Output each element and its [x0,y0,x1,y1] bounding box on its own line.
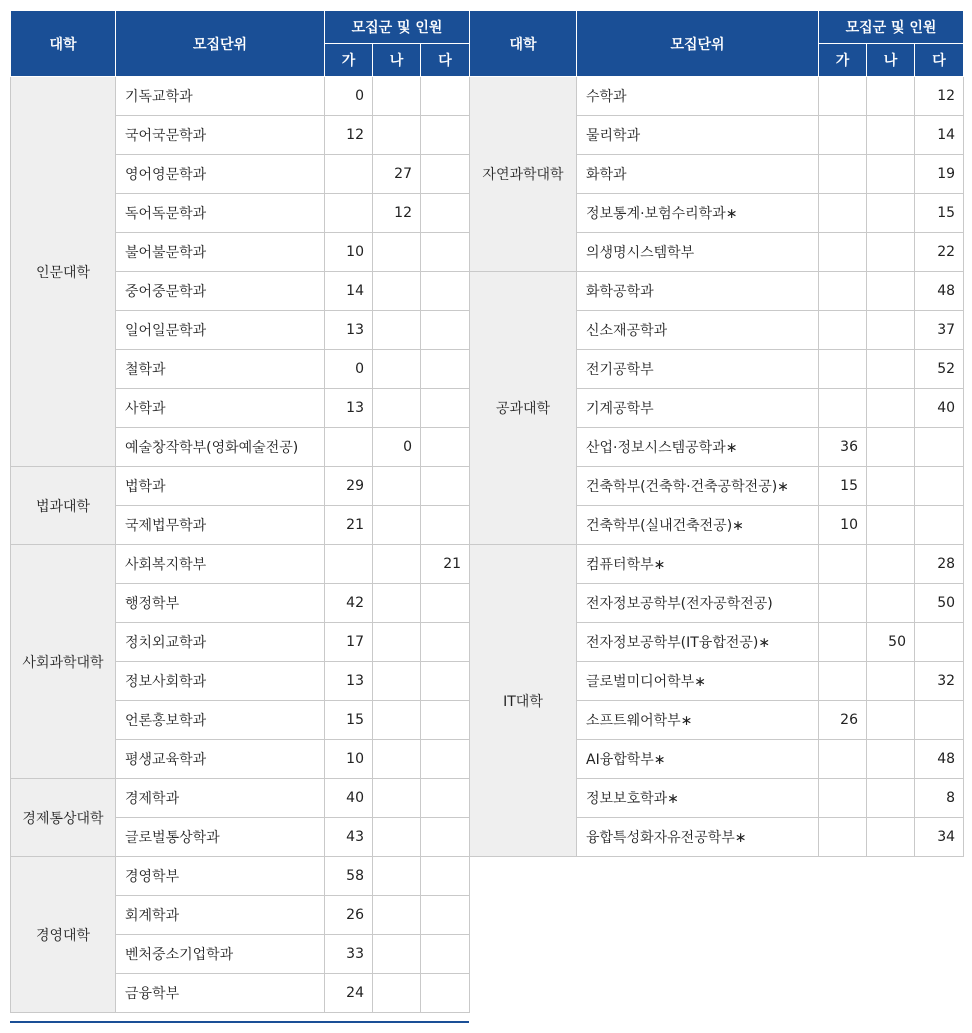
quota-ga: 0 [325,77,373,116]
quota-na [373,857,421,896]
quota-ga [819,311,867,350]
quota-da: 40 [915,389,964,428]
unit-name: 예술창작학부(영화예술전공) [116,428,325,467]
quota-ga: 0 [325,350,373,389]
unit-name: 건축학부(건축학·건축공학전공)∗ [577,467,819,506]
unit-name: 벤처중소기업학과 [116,935,325,974]
college-name: 경영대학 [11,857,116,1013]
quota-da [915,701,964,740]
header-college: 대학 [470,11,577,77]
quota-na [867,584,915,623]
quota-da [421,779,470,818]
quota-na [373,506,421,545]
quota-ga: 24 [325,974,373,1013]
quota-na [373,467,421,506]
quota-ga: 12 [325,116,373,155]
quota-da [421,623,470,662]
college-name: 사회과학대학 [11,545,116,779]
quota-da [421,272,470,311]
quota-na [373,662,421,701]
quota-da: 34 [915,818,964,857]
unit-name: 전자정보공학부(전자공학전공) [577,584,819,623]
quota-ga: 36 [819,428,867,467]
quota-ga: 29 [325,467,373,506]
quota-na [867,545,915,584]
unit-name: 국제법무학과 [116,506,325,545]
quota-da [421,662,470,701]
college-name: 경제통상대학 [11,779,116,857]
college-name: 공과대학 [470,272,577,545]
quota-ga: 14 [325,272,373,311]
quota-ga: 10 [325,233,373,272]
quota-ga [819,623,867,662]
unit-name: 회계학과 [116,896,325,935]
unit-name: 컴퓨터학부∗ [577,545,819,584]
unit-name: 정보보호학과∗ [577,779,819,818]
quota-da: 52 [915,350,964,389]
quota-ga: 13 [325,662,373,701]
quota-ga [325,428,373,467]
quota-ga [819,740,867,779]
quota-na [867,818,915,857]
quota-ga [819,779,867,818]
quota-ga [819,194,867,233]
header-college: 대학 [11,11,116,77]
table-row [470,272,964,311]
header-na: 나 [867,44,915,77]
unit-name: 기계공학부 [577,389,819,428]
quota-na [373,311,421,350]
unit-name: 물리학과 [577,116,819,155]
quota-na [867,116,915,155]
quota-na [373,77,421,116]
quota-da: 12 [915,77,964,116]
table-row [11,857,470,896]
quota-ga: 26 [325,896,373,935]
unit-name: 독어독문학과 [116,194,325,233]
quota-na [867,662,915,701]
table-row [470,77,964,116]
quota-na: 0 [373,428,421,467]
unit-name: 산업·정보시스템공학과∗ [577,428,819,467]
quota-na [867,155,915,194]
quota-da [421,233,470,272]
quota-na [373,818,421,857]
quota-ga [819,545,867,584]
quota-ga [819,389,867,428]
quota-da: 48 [915,272,964,311]
left-table [10,10,470,1013]
quota-ga [819,818,867,857]
unit-name: 불어불문학과 [116,233,325,272]
quota-da: 32 [915,662,964,701]
unit-name: 건축학부(실내건축전공)∗ [577,506,819,545]
quota-na [867,272,915,311]
quota-da: 48 [915,740,964,779]
quota-ga: 40 [325,779,373,818]
unit-name: 영어영문학과 [116,155,325,194]
unit-name: 경영학부 [116,857,325,896]
quota-ga: 15 [325,701,373,740]
quota-ga [819,350,867,389]
unit-name: 의생명시스템학부 [577,233,819,272]
quota-da [421,701,470,740]
quota-na [373,935,421,974]
quota-da [421,350,470,389]
quota-ga [325,194,373,233]
quota-ga [819,272,867,311]
quota-da [421,818,470,857]
college-name: 자연과학대학 [470,77,577,272]
unit-name: 정치외교학과 [116,623,325,662]
header-ga: 가 [325,44,373,77]
header-na: 나 [373,44,421,77]
unit-name: 융합특성화자유전공학부∗ [577,818,819,857]
unit-name: 중어중문학과 [116,272,325,311]
header-da: 다 [421,44,470,77]
quota-na [373,584,421,623]
quota-da [421,506,470,545]
quota-da [421,389,470,428]
quota-na [373,974,421,1013]
bottom-rule [10,1021,469,1023]
quota-da [421,896,470,935]
unit-name: 법학과 [116,467,325,506]
header-group: 모집군 및 인원 [325,11,470,44]
table-row [470,545,964,584]
quota-na [867,233,915,272]
quota-ga: 17 [325,623,373,662]
quota-na [373,623,421,662]
quota-da: 8 [915,779,964,818]
quota-da [421,194,470,233]
quota-na [373,701,421,740]
unit-name: 신소재공학과 [577,311,819,350]
quota-da [421,155,470,194]
unit-name: 전자정보공학부(IT융합전공)∗ [577,623,819,662]
header-group: 모집군 및 인원 [819,11,964,44]
quota-ga: 43 [325,818,373,857]
unit-name: 정보통계·보험수리학과∗ [577,194,819,233]
unit-name: 글로벌통상학과 [116,818,325,857]
quota-da [915,467,964,506]
unit-name: AI융합학부∗ [577,740,819,779]
right-table [469,10,964,857]
quota-da [915,428,964,467]
quota-da [915,506,964,545]
header-ga: 가 [819,44,867,77]
quota-ga: 10 [325,740,373,779]
quota-na [867,506,915,545]
quota-na [373,545,421,584]
table-row [11,467,470,506]
quota-da [421,740,470,779]
quota-na [867,194,915,233]
quota-da: 21 [421,545,470,584]
quota-na [867,428,915,467]
quota-da [421,116,470,155]
unit-name: 글로벌미디어학부∗ [577,662,819,701]
quota-na [373,350,421,389]
quota-ga [819,116,867,155]
unit-name: 전기공학부 [577,350,819,389]
quota-na: 12 [373,194,421,233]
quota-da: 50 [915,584,964,623]
quota-da: 19 [915,155,964,194]
quota-ga: 10 [819,506,867,545]
quota-ga [819,233,867,272]
quota-da [421,974,470,1013]
quota-ga: 58 [325,857,373,896]
unit-name: 화학과 [577,155,819,194]
quota-da: 15 [915,194,964,233]
quota-ga [325,155,373,194]
quota-na [373,233,421,272]
quota-ga: 33 [325,935,373,974]
quota-da [421,467,470,506]
quota-ga: 26 [819,701,867,740]
unit-name: 수학과 [577,77,819,116]
quota-ga: 13 [325,389,373,428]
left-table-body [11,77,470,1013]
header-unit: 모집단위 [116,11,325,77]
quota-ga: 13 [325,311,373,350]
unit-name: 사학과 [116,389,325,428]
table-row [11,77,470,116]
college-name: 인문대학 [11,77,116,467]
quota-ga [819,77,867,116]
quota-na: 27 [373,155,421,194]
right-table-body [470,77,964,857]
quota-na [867,350,915,389]
unit-name: 금융학부 [116,974,325,1013]
quota-da [421,857,470,896]
college-name: 법과대학 [11,467,116,545]
quota-na [867,740,915,779]
quota-na [867,467,915,506]
quota-ga: 15 [819,467,867,506]
unit-name: 철학과 [116,350,325,389]
quota-da [915,623,964,662]
unit-name: 행정학부 [116,584,325,623]
quota-na [867,701,915,740]
college-name: IT대학 [470,545,577,857]
quota-na [867,389,915,428]
quota-da [421,584,470,623]
unit-name: 일어일문학과 [116,311,325,350]
quota-na: 50 [867,623,915,662]
quota-na [373,116,421,155]
quota-na [373,272,421,311]
unit-name: 국어국문학과 [116,116,325,155]
quota-ga [819,662,867,701]
quota-da: 28 [915,545,964,584]
quota-na [867,779,915,818]
quota-na [867,77,915,116]
quota-da [421,428,470,467]
header-unit: 모집단위 [577,11,819,77]
quota-ga: 21 [325,506,373,545]
quota-na [373,896,421,935]
quota-na [867,311,915,350]
unit-name: 정보사회학과 [116,662,325,701]
quota-da: 14 [915,116,964,155]
unit-name: 소프트웨어학부∗ [577,701,819,740]
unit-name: 언론홍보학과 [116,701,325,740]
quota-ga: 42 [325,584,373,623]
quota-ga [819,584,867,623]
unit-name: 경제학과 [116,779,325,818]
unit-name: 화학공학과 [577,272,819,311]
quota-da [421,311,470,350]
header-da: 다 [915,44,964,77]
unit-name: 기독교학과 [116,77,325,116]
table-row [11,545,470,584]
quota-na [373,779,421,818]
table-row [11,779,470,818]
unit-name: 평생교육학과 [116,740,325,779]
admission-table [10,10,963,1023]
quota-da [421,935,470,974]
quota-na [373,740,421,779]
unit-name: 사회복지학부 [116,545,325,584]
quota-da: 22 [915,233,964,272]
quota-da [421,77,470,116]
quota-na [373,389,421,428]
quota-da: 37 [915,311,964,350]
quota-ga [325,545,373,584]
quota-ga [819,155,867,194]
